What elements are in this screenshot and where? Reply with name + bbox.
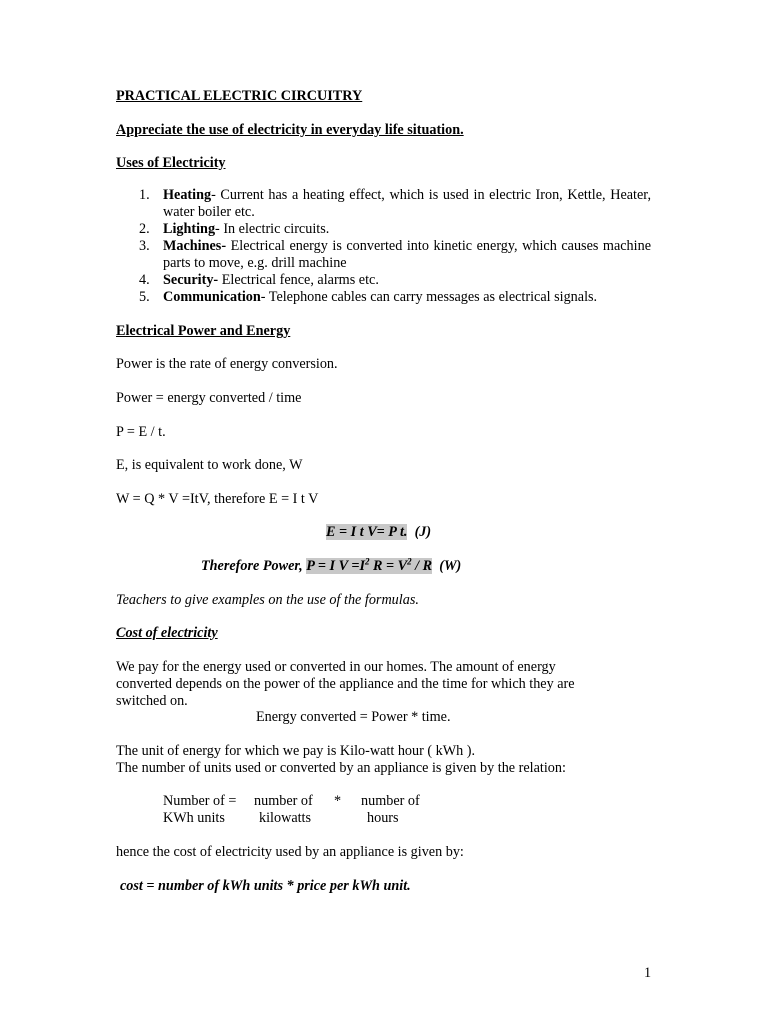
relation-col1-bottom: KWh units <box>163 810 225 826</box>
power-heading: Electrical Power and Energy <box>116 323 291 339</box>
list-item: 2. Lighting- In electric circuits. <box>139 221 330 237</box>
cost-heading: Cost of electricity <box>116 625 218 641</box>
energy-formula-line <box>326 524 431 541</box>
power-formula-line <box>201 558 461 575</box>
objective-heading: Appreciate the use of electricity in everyday life situation. <box>116 122 464 138</box>
page-number: 1 <box>644 965 652 981</box>
relation-col3-bottom: hours <box>367 810 399 826</box>
energy-converted-equation: Energy converted = Power * time. <box>256 709 451 725</box>
list-item: 5. Communication- Telephone cables can carry messages as electrical signals. <box>139 289 598 305</box>
relation-col1-top: Number of = <box>163 793 237 809</box>
power-unit: (W) <box>439 558 462 574</box>
energy-formula: E = I t V= P t. <box>326 524 408 540</box>
work-done-note: E, is equivalent to work done, W <box>116 457 303 473</box>
relation-operator: * <box>334 793 342 809</box>
cost-formula: cost = number of kWh units * price per kWh unit. <box>120 878 411 894</box>
hence-line: hence the cost of electricity used by an appliance is given by: <box>116 844 464 860</box>
list-item: 4. Security- Electrical fence, alarms etc. <box>139 272 379 288</box>
unit-of-energy-line: The unit of energy for which we pay is Kilo-watt hour ( kWh ). <box>116 743 476 759</box>
power-formula: P = I $V =I^2$ $R = V^2 / R$ <box>306 556 433 574</box>
power-definition: Power is the rate of energy conversion. <box>116 356 338 372</box>
relation-col2-bottom: kilowatts <box>259 810 312 826</box>
uses-list <box>116 187 651 306</box>
power-equation-symbols: P = E / t. <box>116 424 166 440</box>
cost-paragraph-line: converted depends on the power of the appliance and the time for which they are <box>116 676 575 692</box>
relation-col2-top: number of <box>254 793 313 809</box>
relation-col3-top: number of <box>361 793 420 809</box>
cost-paragraph-line: We pay for the energy used or converted in our homes. The amount of energy <box>116 659 556 675</box>
document-title: PRACTICAL ELECTRIC CIRCUITRY <box>116 88 363 104</box>
teachers-note: Teachers to give examples on the use of the formulas. <box>116 592 419 608</box>
power-equation-words: Power = energy converted / time <box>116 390 302 406</box>
power-formula-prefix: Therefore Power, <box>201 558 303 574</box>
list-item: 3. Machines- Electrical energy is converted into kinetic energy, which causes machine parts to move, e.g. drill machine <box>139 238 651 271</box>
list-item: 1. Heating- Current has a heating effect, which is used in electric Iron, Kettle, Heater, water boiler etc. <box>139 187 651 220</box>
uses-heading: Uses of Electricity <box>116 155 226 171</box>
units-relation-line: The number of units used or converted by an appliance is given by the relation: <box>116 760 566 776</box>
energy-unit: (J) <box>414 524 432 540</box>
work-equation: W = Q * V =ItV, therefore E = I t V <box>116 491 319 507</box>
cost-paragraph-line: switched on. <box>116 693 188 709</box>
